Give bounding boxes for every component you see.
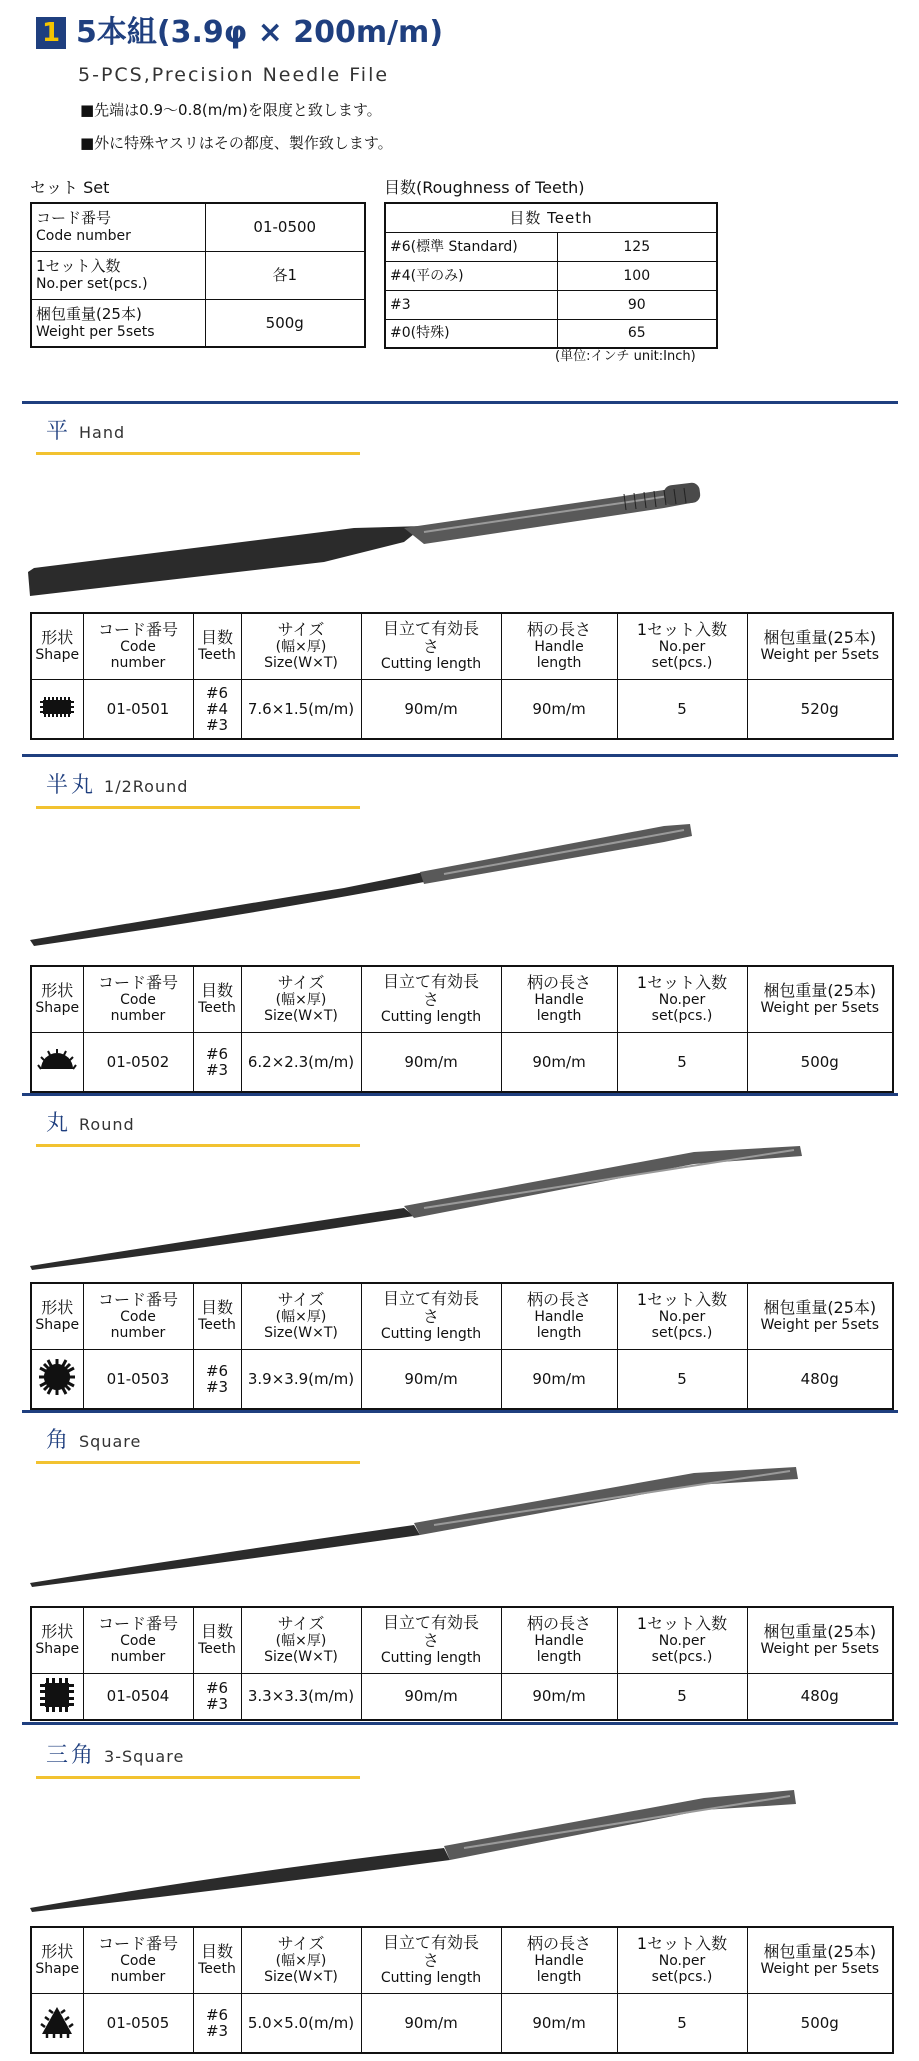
section-title-round [46, 1110, 135, 1139]
col-perset-en2: set(pcs.) [651, 1649, 713, 1666]
col-size-en: Size(W×T) [264, 1008, 338, 1025]
col-teeth-en: Teeth [198, 647, 236, 664]
col-size-jp2: (幅×厚) [275, 1309, 327, 1326]
col-shape-en: Shape [35, 1641, 80, 1658]
set-value: 500g [205, 299, 365, 347]
col-cutting-jp2: さ [422, 1951, 439, 1971]
col-code-en1: Code [120, 1309, 156, 1326]
col-teeth-en: Teeth [198, 1000, 236, 1017]
spec-teeth-item: #6 [205, 1361, 229, 1380]
col-cutting-jp: 目立て有効長 [382, 1613, 479, 1633]
col-weight-en: Weight per 5sets [760, 1317, 880, 1334]
col-size-jp2: (幅×厚) [275, 1953, 327, 1970]
spec-perset: 5 [617, 1673, 747, 1720]
col-handle-jp: 柄の長さ [526, 1290, 591, 1310]
set-label-en: Code number [36, 228, 131, 245]
col-perset-en2: set(pcs.) [651, 1325, 713, 1342]
section-divider [22, 401, 898, 404]
col-shape-jp: 形状 [41, 1622, 74, 1642]
col-code-en2: number [110, 655, 166, 672]
col-shape-en: Shape [35, 1317, 80, 1334]
col-code-en1: Code [120, 1633, 156, 1650]
spec-weight: 520g [747, 679, 893, 739]
set-value: 各1 [205, 251, 365, 299]
col-handle-jp: 柄の長さ [526, 620, 591, 640]
col-handle-en2: length [536, 1649, 582, 1666]
teeth-label: #6(標準 Standard) [385, 232, 557, 261]
teeth-header-row [385, 203, 717, 232]
set-row-code [31, 203, 365, 251]
spec-teeth-item: #3 [205, 715, 229, 734]
col-weight-jp: 梱包重量(25本) [763, 981, 877, 1001]
teeth-label: #0(特殊) [385, 319, 557, 348]
teeth-value: 100 [557, 261, 717, 290]
col-code-en2: number [110, 1969, 166, 1986]
spec-table-3-square [30, 1926, 894, 2054]
spec-teeth-item: #3 [205, 1377, 229, 1396]
spec-table-hand [30, 612, 894, 740]
col-weight-jp: 梱包重量(25本) [763, 1298, 877, 1318]
section-divider [22, 1093, 898, 1096]
section-title-jp: 角 [46, 1428, 72, 1453]
col-perset-jp: 1セット入数 [636, 1614, 728, 1634]
spec-size: 6.2×2.3(m/m) [241, 1032, 361, 1092]
set-label-jp: コード番号 [36, 209, 112, 228]
col-handle-en2: length [536, 655, 582, 672]
col-code-jp: コード番号 [97, 1290, 178, 1310]
col-cutting-en: Cutting length [380, 1650, 482, 1667]
col-size-jp2: (幅×厚) [275, 992, 327, 1009]
col-perset-en1: No.per [658, 1309, 706, 1326]
teeth-label: #4(平のみ) [385, 261, 557, 290]
col-perset-en1: No.per [658, 1953, 706, 1970]
col-cutting-en: Cutting length [380, 656, 482, 673]
col-size-en: Size(W×T) [264, 1969, 338, 1986]
col-perset-jp: 1セット入数 [636, 1290, 728, 1310]
spec-handle: 90m/m [501, 1673, 617, 1720]
col-weight-jp: 梱包重量(25本) [763, 1942, 877, 1962]
spec-weight: 500g [747, 1032, 893, 1092]
section-title-en: 3-Square [104, 1747, 185, 1766]
section-title-en: 1/2Round [104, 777, 189, 796]
col-cutting-en: Cutting length [380, 1326, 482, 1343]
col-code-en2: number [110, 1649, 166, 1666]
section-title-half-round [46, 772, 188, 801]
spec-teeth-item: #6 [205, 1044, 229, 1063]
spec-cutting: 90m/m [361, 1673, 501, 1720]
spec-handle: 90m/m [501, 1349, 617, 1409]
col-size-jp: サイズ [277, 620, 325, 640]
section-title-jp: 半丸 [46, 773, 97, 798]
col-perset-jp: 1セット入数 [636, 1934, 728, 1954]
col-perset-jp: 1セット入数 [636, 973, 728, 993]
col-handle-en2: length [536, 1325, 582, 1342]
col-size-en: Size(W×T) [264, 1325, 338, 1342]
spec-handle: 90m/m [501, 1993, 617, 2053]
flat-shape-icon [37, 694, 77, 720]
note-special-files: ■外に特殊ヤスリはその都度、製作致します。 [80, 134, 393, 152]
col-cutting-jp: 目立て有効長 [382, 619, 479, 639]
spec-teeth-item: #6 [205, 2005, 229, 2024]
section-title-en: Hand [79, 423, 126, 442]
spec-weight: 500g [747, 1993, 893, 2053]
col-code-en2: number [110, 1325, 166, 1342]
section-number-badge: 1 [36, 17, 66, 49]
set-table [30, 202, 366, 348]
section-title-jp: 丸 [46, 1111, 72, 1136]
col-shape-jp: 形状 [41, 981, 74, 1001]
spec-data-row [31, 1349, 893, 1409]
square-shape-icon [37, 1675, 77, 1715]
set-label-jp: 1セット入数 [36, 257, 121, 275]
col-perset-en2: set(pcs.) [651, 655, 713, 672]
spec-cutting: 90m/m [361, 679, 501, 739]
col-weight-en: Weight per 5sets [760, 1961, 880, 1978]
col-code-en2: number [110, 1008, 166, 1025]
section-title-jp: 三角 [46, 1743, 97, 1768]
teeth-table [384, 202, 718, 349]
teeth-row [385, 290, 717, 319]
col-teeth-jp: 目数 [200, 628, 233, 648]
col-teeth-jp: 目数 [200, 981, 233, 1001]
col-perset-en1: No.per [658, 639, 706, 656]
section-title-3-square [46, 1742, 184, 1771]
col-weight-en: Weight per 5sets [760, 1000, 880, 1017]
spec-teeth-item: #6 [205, 683, 229, 702]
col-code-jp: コード番号 [97, 1614, 178, 1634]
spec-code: 01-0504 [83, 1673, 193, 1720]
half-round-shape-icon [37, 1047, 77, 1073]
spec-code: 01-0501 [83, 679, 193, 739]
col-perset-jp: 1セット入数 [636, 620, 728, 640]
spec-data-row [31, 1032, 893, 1092]
spec-data-row [31, 679, 893, 739]
col-handle-en1: Handle [534, 1633, 584, 1650]
section-title-en: Square [79, 1432, 142, 1451]
col-handle-jp: 柄の長さ [526, 973, 591, 993]
col-teeth-en: Teeth [198, 1317, 236, 1334]
section-divider [22, 1410, 898, 1413]
spec-code: 01-0502 [83, 1032, 193, 1092]
section-title-en: Round [79, 1115, 135, 1134]
col-size-en: Size(W×T) [264, 1649, 338, 1666]
col-code-jp: コード番号 [97, 1934, 178, 1954]
spec-teeth-item: #3 [205, 2021, 229, 2040]
col-cutting-jp2: さ [422, 1307, 439, 1327]
col-teeth-jp: 目数 [200, 1622, 233, 1642]
triangle-shape-icon [37, 2001, 77, 2041]
col-teeth-en: Teeth [198, 1641, 236, 1658]
col-cutting-en: Cutting length [380, 1009, 482, 1026]
spec-header-row [31, 1607, 893, 1673]
spec-perset: 5 [617, 1349, 747, 1409]
spec-header-row [31, 1283, 893, 1349]
spec-code: 01-0505 [83, 1993, 193, 2053]
teeth-row [385, 319, 717, 348]
col-size-jp: サイズ [277, 1614, 325, 1634]
spec-handle: 90m/m [501, 1032, 617, 1092]
spec-header-row [31, 1927, 893, 1993]
spec-size: 7.6×1.5(m/m) [241, 679, 361, 739]
teeth-row [385, 261, 717, 290]
spec-header-row [31, 613, 893, 679]
spec-perset: 5 [617, 679, 747, 739]
col-code-jp: コード番号 [97, 973, 178, 993]
col-cutting-jp: 目立て有効長 [382, 972, 479, 992]
col-weight-en: Weight per 5sets [760, 1641, 880, 1658]
col-shape-jp: 形状 [41, 1298, 74, 1318]
section-title-hand [46, 418, 125, 447]
col-perset-en1: No.per [658, 992, 706, 1009]
round-shape-icon [37, 1357, 77, 1397]
col-cutting-jp2: さ [422, 637, 439, 657]
flat-file-image [24, 450, 814, 610]
col-handle-en1: Handle [534, 1309, 584, 1326]
col-perset-en2: set(pcs.) [651, 1969, 713, 1986]
spec-table-square [30, 1606, 894, 1721]
teeth-header: 目数 Teeth [385, 203, 717, 232]
col-size-jp: サイズ [277, 1290, 325, 1310]
col-size-jp2: (幅×厚) [275, 639, 327, 656]
spec-handle: 90m/m [501, 679, 617, 739]
spec-perset: 5 [617, 1993, 747, 2053]
col-size-jp: サイズ [277, 973, 325, 993]
col-shape-en: Shape [35, 1961, 80, 1978]
half-round-file-image [24, 804, 814, 954]
col-teeth-jp: 目数 [200, 1298, 233, 1318]
set-row-perset [31, 251, 365, 299]
col-handle-jp: 柄の長さ [526, 1934, 591, 1954]
spec-weight: 480g [747, 1673, 893, 1720]
col-perset-en2: set(pcs.) [651, 1008, 713, 1025]
spec-weight: 480g [747, 1349, 893, 1409]
col-handle-en1: Handle [534, 992, 584, 1009]
set-row-weight [31, 299, 365, 347]
section-divider [22, 754, 898, 757]
col-teeth-en: Teeth [198, 1961, 236, 1978]
col-cutting-en: Cutting length [380, 1970, 482, 1987]
spec-teeth-item: #3 [205, 1060, 229, 1079]
col-weight-jp: 梱包重量(25本) [763, 1622, 877, 1642]
unit-note: (単位:インチ unit:Inch) [555, 349, 696, 364]
teeth-value: 65 [557, 319, 717, 348]
round-file-image [24, 1142, 814, 1282]
page-subtitle: 5-PCS,Precision Needle File [78, 64, 390, 86]
section-title-square [46, 1427, 141, 1456]
col-size-en: Size(W×T) [264, 655, 338, 672]
col-code-jp: コード番号 [97, 620, 178, 640]
spec-cutting: 90m/m [361, 1993, 501, 2053]
col-perset-en1: No.per [658, 1633, 706, 1650]
col-handle-en2: length [536, 1969, 582, 1986]
spec-perset: 5 [617, 1032, 747, 1092]
section-divider [22, 1722, 898, 1725]
col-cutting-jp: 目立て有効長 [382, 1933, 479, 1953]
spec-data-row [31, 1993, 893, 2053]
col-shape-jp: 形状 [41, 1942, 74, 1962]
spec-teeth-item: #3 [205, 1695, 229, 1713]
spec-table-round [30, 1282, 894, 1410]
col-shape-en: Shape [35, 647, 80, 664]
set-label-en: No.per set(pcs.) [36, 276, 148, 292]
set-label-en: Weight per 5sets [36, 323, 155, 340]
page-title: 5本組(3.9φ × 200m/m) [76, 15, 444, 50]
set-value: 01-0500 [205, 203, 365, 251]
col-cutting-jp2: さ [422, 1631, 439, 1651]
col-handle-en2: length [536, 1008, 582, 1025]
set-table-caption: セット Set [30, 178, 110, 197]
spec-header-row [31, 966, 893, 1032]
teeth-row [385, 232, 717, 261]
teeth-label: #3 [385, 290, 557, 319]
spec-size: 3.9×3.9(m/m) [241, 1349, 361, 1409]
col-handle-en1: Handle [534, 639, 584, 656]
col-code-en1: Code [120, 1953, 156, 1970]
spec-cutting: 90m/m [361, 1349, 501, 1409]
spec-code: 01-0503 [83, 1349, 193, 1409]
spec-size: 5.0×5.0(m/m) [241, 1993, 361, 2053]
square-file-image [24, 1459, 814, 1599]
spec-cutting: 90m/m [361, 1032, 501, 1092]
col-weight-jp: 梱包重量(25本) [763, 628, 877, 648]
col-size-jp2: (幅×厚) [275, 1633, 327, 1650]
spec-teeth-item: #6 [205, 1679, 229, 1697]
set-label-jp: 梱包重量(25本) [36, 304, 142, 323]
col-handle-jp: 柄の長さ [526, 1614, 591, 1634]
col-weight-en: Weight per 5sets [760, 647, 880, 664]
col-shape-jp: 形状 [41, 628, 74, 648]
teeth-value: 125 [557, 232, 717, 261]
spec-table-half-round [30, 965, 894, 1093]
col-teeth-jp: 目数 [200, 1942, 233, 1962]
spec-teeth-item: #4 [205, 699, 229, 718]
col-handle-en1: Handle [534, 1953, 584, 1970]
note-tip-limit: ■先端は0.9～0.8(m/m)を限度と致します。 [80, 101, 382, 119]
spec-size: 3.3×3.3(m/m) [241, 1673, 361, 1720]
triangle-file-image [24, 1774, 814, 1914]
col-cutting-jp2: さ [422, 990, 439, 1010]
teeth-value: 90 [557, 290, 717, 319]
col-shape-en: Shape [35, 1000, 80, 1017]
col-cutting-jp: 目立て有効長 [382, 1289, 479, 1309]
col-code-en1: Code [120, 639, 156, 656]
spec-data-row [31, 1673, 893, 1720]
col-code-en1: Code [120, 992, 156, 1009]
section-title-jp: 平 [46, 419, 72, 444]
col-size-jp: サイズ [277, 1934, 325, 1954]
teeth-table-caption: 目数(Roughness of Teeth) [384, 178, 585, 197]
